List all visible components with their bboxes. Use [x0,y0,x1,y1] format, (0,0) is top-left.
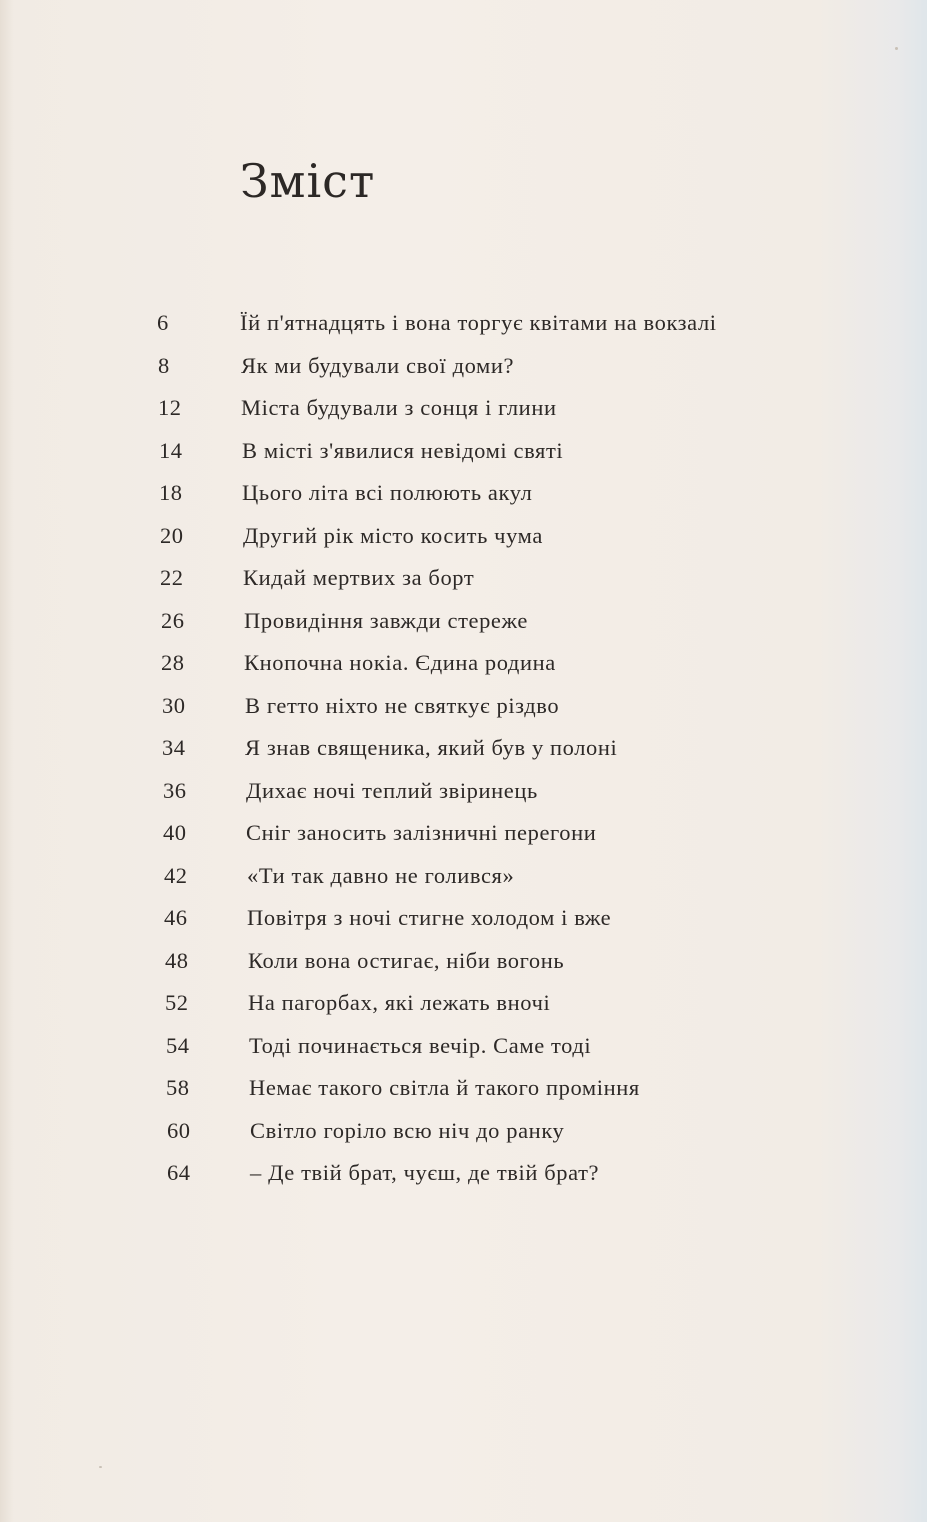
toc-entry [0,303,927,343]
toc-entry [0,1026,927,1066]
toc-page-number: 64 [167,1160,191,1185]
toc-entry [0,473,927,513]
toc-entry [0,941,927,981]
toc-page-number: 58 [166,1075,190,1100]
toc-entry-title: Як ми будували свої доми? [241,353,515,378]
toc-entry-title: Тоді починається вечір. Саме тоді [249,1033,592,1058]
toc-entry-title: Міста будували з сонця і глини [241,395,557,420]
toc-entry-title: В гетто ніхто не святкує різдво [245,693,560,718]
toc-page-number: 8 [158,353,170,378]
toc-entry-title: Немає такого світла й такого проміння [249,1075,640,1100]
toc-entry-title: «Ти так давно не голився» [247,863,515,888]
toc-entry-title: На пагорбах, які лежать вночі [248,990,551,1015]
toc-entry-title: Я знав священика, який був у полоні [245,735,618,760]
toc-entry-title: В місті з'явилися невідомі святі [242,438,564,463]
toc-page-number: 48 [165,948,189,973]
toc-page-number: 18 [159,480,183,505]
toc-entry [0,728,927,768]
toc-entry-title: Сніг заносить залізничні перегони [246,820,597,845]
toc-entry [0,983,927,1023]
toc-entry-title: Дихає ночі теплий звіринець [246,778,538,803]
toc-entry-title: Світло горіло всю ніч до ранку [250,1118,565,1143]
toc-page-number: 60 [167,1118,191,1143]
toc-entry [0,771,927,811]
toc-entry [0,388,927,428]
toc-page-number: 20 [160,523,184,548]
page-title: Зміст [240,154,376,208]
toc-entry-title: Провидіння завжди стереже [244,608,528,633]
toc-page-number: 36 [163,778,187,803]
toc-page-number: 42 [164,863,188,888]
toc-page-number: 22 [160,565,184,590]
toc-entry [0,813,927,853]
toc-entry-title: Кнопочна нокіа. Єдина родина [244,650,556,675]
toc-entry [0,898,927,938]
toc-page-number: 54 [166,1033,190,1058]
toc-entry-title: Їй п'ятнадцять і вона торгує квітами на вокзалі [240,310,717,335]
toc-page-number: 52 [165,990,189,1015]
toc-entry [0,1153,927,1193]
paper-speck [99,1466,102,1468]
toc-entry-title: Другий рік місто косить чума [243,523,543,548]
toc-entry-title: Коли вона остигає, ніби вогонь [248,948,565,973]
toc-entry [0,686,927,726]
toc-entry [0,346,927,386]
toc-entry-title: Кидай мертвих за борт [243,565,475,590]
toc-entry-title: – Де твій брат, чуєш, де твій брат? [250,1160,600,1185]
toc-page-number: 14 [159,438,183,463]
paper-speck [895,47,898,50]
toc-entry [0,856,927,896]
toc-entry [0,1068,927,1108]
toc-page-number: 40 [163,820,187,845]
toc-page-number: 46 [164,905,188,930]
toc-page-number: 26 [161,608,185,633]
toc-entry [0,516,927,556]
toc-entry [0,558,927,598]
toc-entry [0,643,927,683]
toc-entry [0,431,927,471]
toc-entry [0,1111,927,1151]
toc-page-number: 6 [157,310,169,335]
toc-page-number: 34 [162,735,186,760]
toc-entry [0,601,927,641]
toc-page-number: 12 [158,395,182,420]
toc-page-number: 30 [162,693,186,718]
toc-entry-title: Повітря з ночі стигне холодом і вже [247,905,612,930]
toc-entry-title: Цього літа всі полюють акул [242,480,533,505]
toc-page-number: 28 [161,650,185,675]
